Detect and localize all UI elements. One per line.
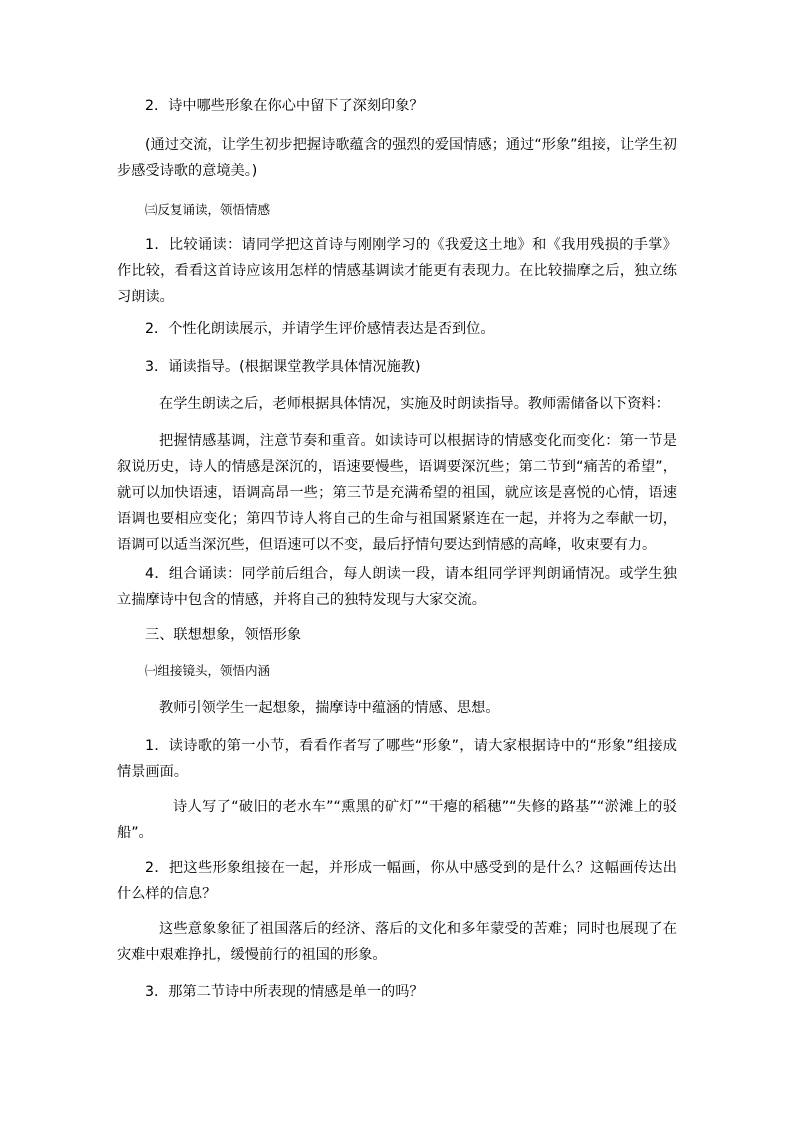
reading-guidance-paragraph: 3．诵读指导。(根据课堂教学具体情况施教) — [145, 359, 421, 375]
teacher-lead-paragraph: 教师引领学生一起想象，揣摩诗中蕴涵的情感、思想。 — [159, 700, 500, 716]
section-heading-repeated-reading: ㈢反复诵读，领悟情感 — [145, 202, 271, 217]
first-stanza-question: 1．读诗歌的第一小节，看看作者写了哪些“形象”，请大家根据诗中的“形象”组接成情景画面。 — [117, 738, 677, 780]
question-2-text: 2．诗中哪些形象在你心中留下了深刻印象？ — [145, 98, 424, 114]
subsection-heading-scene-linking: ㈠组接镜头，领悟内涵 — [145, 663, 271, 678]
group-reading-paragraph: 4．组合诵读：同学前后组合，每人朗读一段，请本组同学评判朗诵情况。或学生独立揣摩诗中包含的情感，并将自己的独特发现与大家交流。 — [117, 566, 677, 608]
image-combination-question: 2．把这些形象组接在一起，并形成一幅画，你从中感受到的是什么？这幅画传达出什么样的信息？ — [117, 860, 677, 902]
second-stanza-question: 3．那第二节诗中所表现的情感是单一的吗？ — [145, 984, 424, 1000]
teaching-note-paragraph: (通过交流，让学生初步把握诗歌蕴含的强烈的爱国情感；通过“形象”组接，让学生初步感受诗歌的意境美。) — [117, 137, 677, 179]
first-stanza-answer: 诗人写了“破旧的老水车”“熏黑的矿灯”“干瘪的稻穗”“失修的路基”“淤滩上的驳船”。 — [117, 799, 677, 841]
teacher-guidance-paragraph: 在学生朗读之后，老师根据具体情况，实施及时朗读指导。教师需储备以下资料： — [159, 396, 670, 412]
personal-reading-paragraph: 2．个性化朗读展示，并请学生评价感情表达是否到位。 — [145, 321, 495, 337]
emotional-tone-paragraph: 把握情感基调，注意节奏和重音。如读诗可以根据诗的情感变化而变化：第一节是叙说历史，诗人的情感是深沉的，语速要慢些，语调要深沉些；第二节到“痛苦的希望”，就可以加快语速，语调高昂一些；第三节是充满希望的祖国，就应该是喜悦的心情，语速语调也要相应变化；第四节诗人将自己的生命与祖国紧紧连在一起，并将为之奉献一切，语调可以适当深沉些，但语速可以不变，最后抒情句要达到情感的高峰，收束要有力。 — [117, 433, 677, 553]
comparison-reading-paragraph: 1．比较诵读：请同学把这首诗与刚刚学习的《我爱这土地》和《我用残损的手掌》作比较，看看这首诗应该用怎样的情感基调读才能更有表现力。在比较揣摩之后，独立练习朗读。 — [117, 237, 677, 305]
image-combination-answer: 这些意象象征了祖国落后的经济、落后的文化和多年蒙受的苦难；同时也展现了在灾难中艰难挣扎，缓慢前行的祖国的形象。 — [117, 921, 677, 963]
section-heading-imagination: 三、联想想象，领悟形象 — [145, 627, 302, 643]
